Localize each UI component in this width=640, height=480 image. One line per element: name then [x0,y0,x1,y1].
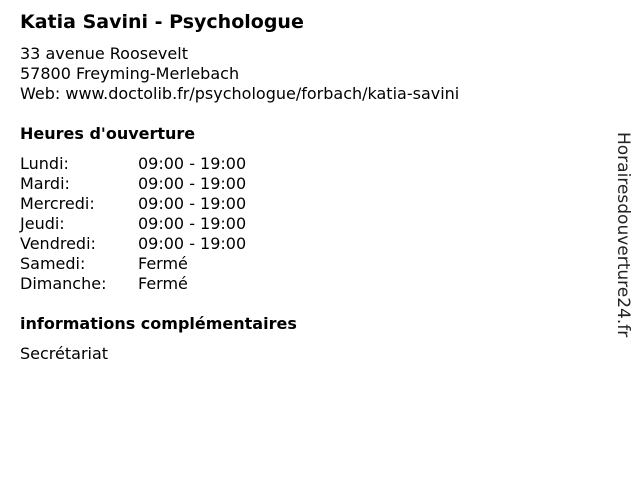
additional-info-heading: informations complémentaires [20,314,297,333]
site-brand-vertical: Horairesdouverture24.fr [613,132,633,338]
time-value: 09:00 - 19:00 [138,194,247,213]
business-title: Katia Savini - Psychologue [20,11,304,33]
time-value: Fermé [138,274,188,293]
time-value: 09:00 - 19:00 [138,234,247,253]
opening-hours-heading: Heures d'ouverture [20,124,196,143]
hours-row-wednesday [20,194,246,214]
hours-row-tuesday [20,174,246,194]
time-value: 09:00 - 19:00 [138,174,247,193]
additional-info-text: Secrétariat [20,344,109,363]
address-block [20,44,459,104]
hours-row-saturday [20,254,246,274]
hours-row-thursday [20,214,246,234]
time-value: Fermé [138,254,188,273]
time-value: 09:00 - 19:00 [138,214,247,233]
day-label: Lundi: [20,154,69,173]
opening-hours-table [20,154,246,294]
day-label: Mardi: [20,174,70,193]
hours-row-sunday [20,274,246,294]
hours-row-friday [20,234,246,254]
time-value: 09:00 - 19:00 [138,154,247,173]
day-label: Samedi: [20,254,86,273]
address-city: 57800 Freyming-Merlebach [20,64,240,83]
address-street: 33 avenue Roosevelt [20,44,188,63]
day-label: Dimanche: [20,274,107,293]
hours-row-monday [20,154,246,174]
day-label: Jeudi: [20,214,65,233]
website-line: Web: www.doctolib.fr/psychologue/forbach/katia-savini [20,84,460,103]
day-label: Mercredi: [20,194,95,213]
day-label: Vendredi: [20,234,96,253]
